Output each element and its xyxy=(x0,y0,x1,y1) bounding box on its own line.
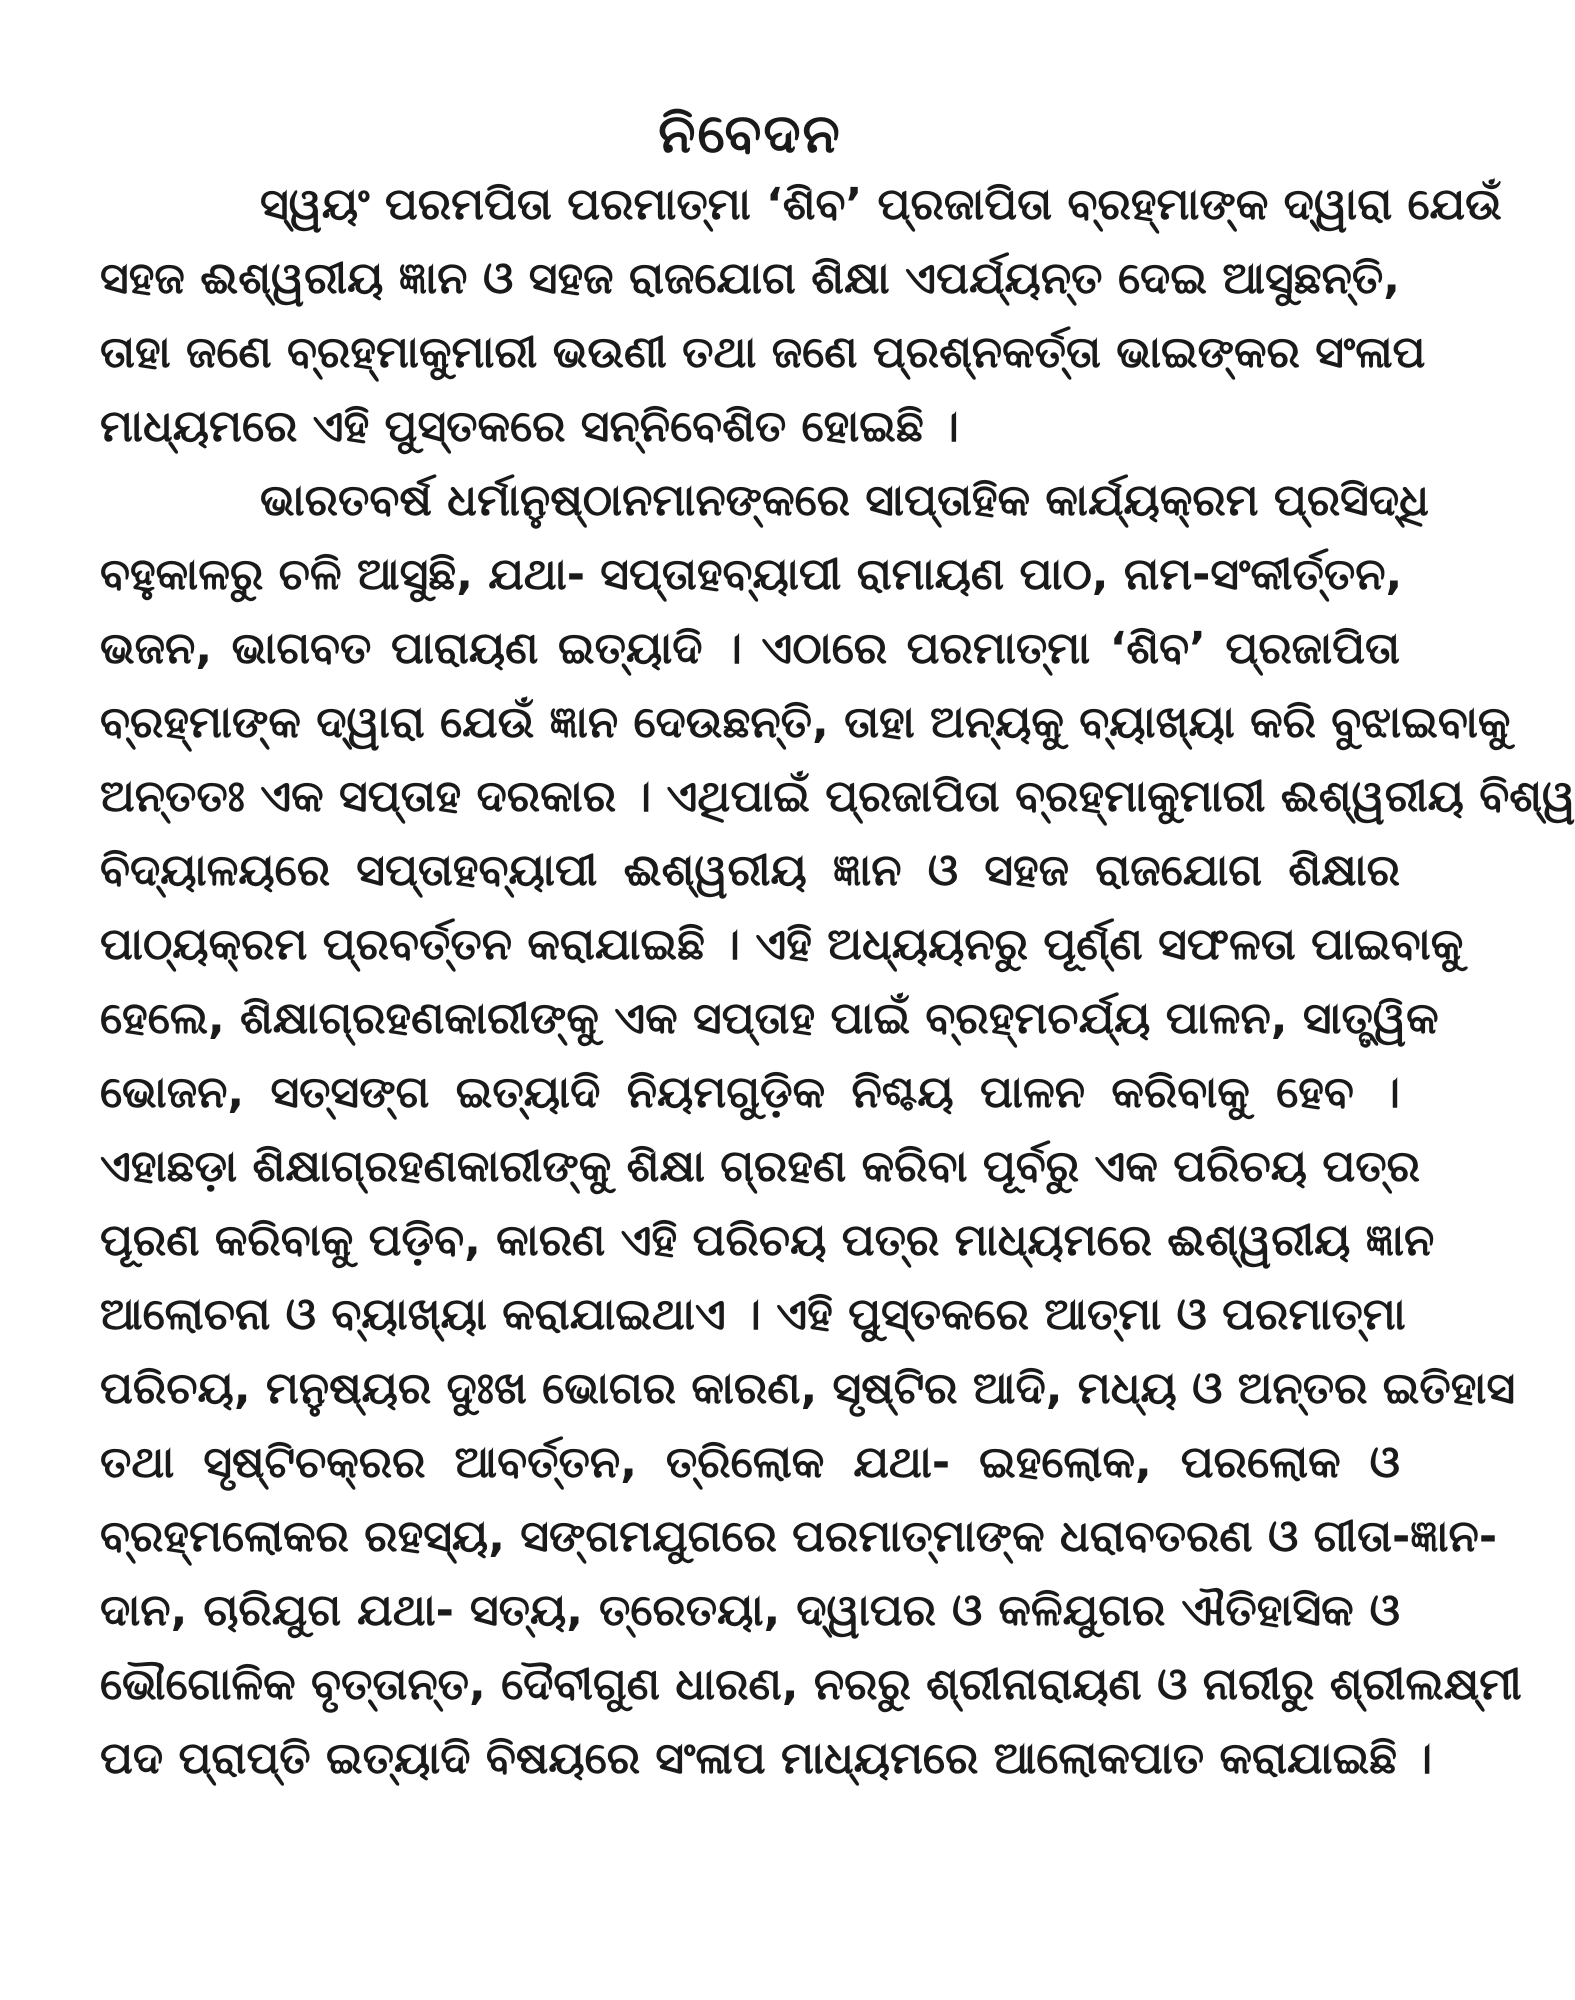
text-line: ପଦ ପ୍ରାପ୍ତି ଇତ୍ୟାଦି ବିଷୟରେ ସଂଳାପ ମାଧ୍ୟମରେ ଆଲୋକପାତ କରାଯାଇଛି । xyxy=(100,1733,1433,1784)
text-line: ତଥା ସୃଷ୍ଟିଚକ୍ରର ଆବର୍ତ୍ତନ, ତ୍ରିଲୋକ ଯଥା- ଇହଲୋକ, ପରଲୋକ ଓ xyxy=(100,1437,1400,1488)
text-line: ଭଜନ, ଭାଗବତ ପାରାୟଣ ଇତ୍ୟାଦି । ଏଠାରେ ପରମାତ୍ମା ‘ଶିବ’ ପ୍ରଜାପିତା xyxy=(100,623,1400,674)
text-line: ପାଠ୍ୟକ୍ରମ ପ୍ରବର୍ତ୍ତନ କରାଯାଇଛି । ଏହି ଅଧ୍ୟୟନରୁ ପୂର୍ଣ୍ଣ ସଫଳତା ପାଇବାକୁ xyxy=(100,919,1464,970)
text-line: ଅନ୍ତତଃ ଏକ ସପ୍ତାହ ଦରକାର । ଏଥିପାଇଁ ପ୍ରଜାପିତା ବ୍ରହ୍ମାକୁମାରୀ ଈଶ୍ୱରୀୟ ବିଶ୍ୱ xyxy=(100,771,1575,822)
page-title: ନିବେଦନ xyxy=(658,102,842,165)
body-text xyxy=(100,168,1575,1796)
text-line: ଏହାଛଡ଼ା ଶିକ୍ଷାଗ୍ରହଣକାରୀଙ୍କୁ ଶିକ୍ଷା ଗ୍ରହଣ କରିବା ପୂର୍ବରୁ ଏକ ପରିଚୟ ପତ୍ର xyxy=(100,1141,1421,1192)
paragraph-2 xyxy=(100,464,1575,1796)
text-line: ପୂରଣ କରିବାକୁ ପଡ଼ିବ, କାରଣ ଏହି ପରିଚୟ ପତ୍ର ମାଧ୍ୟମରେ ଈଶ୍ୱରୀୟ ଜ୍ଞାନ xyxy=(100,1215,1435,1266)
text-line: ତାହା ଜଣେ ବ୍ରହ୍ମାକୁମାରୀ ଭଉଣୀ ତଥା ଜଣେ ପ୍ରଶ୍ନକର୍ତ୍ତା ଭାଇଙ୍କର ସଂଳାପ xyxy=(100,327,1426,378)
paragraph-1 xyxy=(100,168,1502,464)
text-line: ଦାନ, ଚାରିଯୁଗ ଯଥା- ସତ୍ୟ, ତ୍ରେତୟା, ଦ୍ୱାପର ଓ କଳିଯୁଗର ଐତିହାସିକ ଓ xyxy=(100,1585,1400,1636)
text-line: ବିଦ୍ୟାଳୟରେ ସପ୍ତାହବ୍ୟାପୀ ଈଶ୍ୱରୀୟ ଜ୍ଞାନ ଓ ସହଜ ରାଜଯୋଗ ଶିକ୍ଷାର xyxy=(100,845,1400,896)
text-line: ବ୍ରହ୍ମଲୋକର ରହସ୍ୟ, ସଙ୍ଗମଯୁଗରେ ପରମାତ୍ମାଙ୍କ ଧରାବତରଣ ଓ ଗୀତା-ଜ୍ଞାନ- xyxy=(100,1511,1498,1562)
text-line: ବ୍ରହ୍ମାଙ୍କ ଦ୍ୱାରା ଯେଉଁ ଜ୍ଞାନ ଦେଉଛନ୍ତି, ତାହା ଅନ୍ୟକୁ ବ୍ୟାଖ୍ୟା କରି ବୁଝାଇବାକୁ xyxy=(100,697,1511,748)
text-line: ଭୌଗୋଳିକ ବୃତ୍ତାନ୍ତ, ଦୈବୀଗୁଣ ଧାରଣ, ନରରୁ ଶ୍ରୀନାରାୟଣ ଓ ନାରୀରୁ ଶ୍ରୀଲକ୍ଷ୍ମୀ xyxy=(100,1659,1522,1710)
text-line: ପରିଚୟ, ମନୁଷ୍ୟର ଦୁଃଖ ଭୋଗର କାରଣ, ସୃଷ୍ଟିର ଆଦି, ମଧ୍ୟ ଓ ଅନ୍ତର ଇତିହାସ xyxy=(100,1363,1516,1414)
text-line: ଭାରତବର୍ଷ ଧର୍ମାନୁଷ୍ଠାନମାନଙ୍କରେ ସାପ୍ତାହିକ କାର୍ଯ୍ୟକ୍ରମ ପ୍ରସିଦ୍ଧି xyxy=(260,475,1429,526)
text-line: ଭୋଜନ, ସତ୍‌ସଙ୍ଗ ଇତ୍ୟାଦି ନିୟମଗୁଡ଼ିକ ନିଶ୍ଚୟ ପାଳନ କରିବାକୁ ହେବ । xyxy=(100,1067,1400,1118)
text-line: ସ୍ୱୟଂ ପରମପିତା ପରମାତ୍ମା ‘ଶିବ’ ପ୍ରଜାପିତା ବ୍ରହ୍ମାଙ୍କ ଦ୍ୱାରା ଯେଉଁ xyxy=(260,179,1502,230)
text-line: ମାଧ୍ୟମରେ ଏହି ପୁସ୍ତକରେ ସନ୍ନିବେଶିତ ହୋଇଛି । xyxy=(100,401,959,452)
text-line: ବହୁକାଳରୁ ଚଳି ଆସୁଛି, ଯଥା- ସପ୍ତାହବ୍ୟାପୀ ରାମାୟଣ ପାଠ, ନାମ-ସଂକୀର୍ତ୍ତନ, xyxy=(100,549,1403,600)
text-line: ହେଲେ, ଶିକ୍ଷାଗ୍ରହଣକାରୀଙ୍କୁ ଏକ ସପ୍ତାହ ପାଇଁ ବ୍ରହ୍ମଚର୍ଯ୍ୟ ପାଳନ, ସାତ୍ତ୍ୱିକ xyxy=(100,993,1439,1044)
text-line: ଆଲୋଚନା ଓ ବ୍ୟାଖ୍ୟା କରାଯାଇଥାଏ । ଏହି ପୁସ୍ତକରେ ଆତ୍ମା ଓ ପରମାତ୍ମା xyxy=(100,1289,1406,1340)
text-line: ସହଜ ଈଶ୍ୱରୀୟ ଜ୍ଞାନ ଓ ସହଜ ରାଜଯୋଗ ଶିକ୍ଷା ଏପର୍ଯ୍ୟନ୍ତ ଦେଇ ଆସୁଛନ୍ତି, xyxy=(100,253,1400,304)
